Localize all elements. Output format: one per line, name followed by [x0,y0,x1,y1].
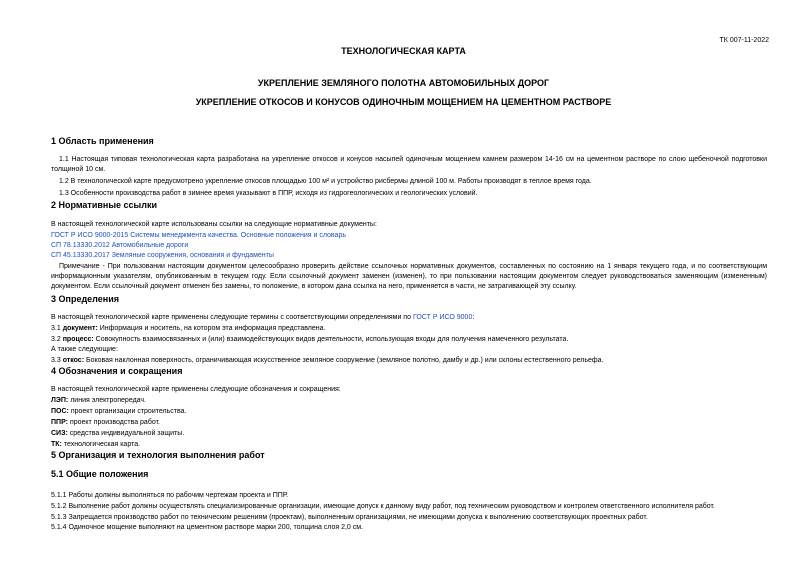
paragraph-1-1: 1.1 Настоящая типовая технологическая карта разработана на укрепление откосов и конусов насыпей одиночным мощением камнем размером 14-16 см на цементном растворе по слою щебеночной подготовки толщиной 10 см. [51,156,767,173]
definition-3-1-text: Информация и носитель, на котором эта информация представлена. [99,325,326,332]
references-note: Примечание - При пользовании настоящим документом целесообразно проверить действие ссылочных нормативных документов, составленных по состоянию на 1 января текущего года, и по соответствующим информационным указателям, опубликованным в текущем году. Если ссылочный документ заменен (изменен), то при пользовании настоящим документом следует руководствоваться заменяющим (измененным) документом. Если ссылочный документ отменен без замены, то положение, в котором дана ссылка на него, применяется в части, не затрагивающей эту ссылку. [51,263,767,290]
general-provision-item: 5.1.3 Запрещается производство работ по техническим решениям (проектам), выполненным организациями, не имеющими допуска к выполнению соответствующих проектных работ. [51,514,648,521]
references-intro: В настоящей технологической карте использованы ссылки на следующие нормативные документы: [51,221,377,228]
abbreviation-item [51,429,767,439]
abbreviation-text: проект производства работ. [69,419,160,426]
definition-3-3 [51,356,767,366]
section-1-heading: 1 Область применения [51,136,154,146]
definitions-also: А также следующие: [51,346,118,353]
subtitle-2: УКРЕПЛЕНИЕ ОТКОСОВ И КОНУСОВ ОДИНОЧНЫМ МОЩЕНИЕМ НА ЦЕМЕНТНОМ РАСТВОРЕ [195,97,612,107]
abbreviation-text: линия электропередач. [70,397,146,404]
definition-3-3-number: 3.3 [51,357,61,364]
general-provision-item: 5.1.4 Одиночное мощение выполняют на цементном растворе марки 200, толщина слоя 2,0 см. [51,524,364,531]
abbreviation-term: ППР: [51,419,68,426]
abbreviation-text: проект организации строительства. [70,408,187,415]
section-3-heading: 3 Определения [51,294,119,304]
definition-3-2-number: 3.2 [51,336,61,343]
document-title: ТЕХНОЛОГИЧЕСКАЯ КАРТА [341,46,466,56]
abbreviation-item [51,440,767,450]
section-5-1-heading: 5.1 Общие положения [51,469,149,479]
abbreviation-term: ПОС: [51,408,69,415]
section-4-heading: 4 Обозначения и сокращения [51,366,183,376]
definition-3-1-term: документ: [62,325,98,332]
paragraph-1-2: 1.2 В технологической карте предусмотрено укрепление откосов площадью 100 м² и устройство рисбермы длиной 100 м. Работы производят в теплое время года. [59,178,592,185]
abbreviation-item [51,407,767,417]
definition-3-1-number: 3.1 [51,325,61,332]
definitions-intro [51,313,767,323]
reference-link-gost[interactable]: ГОСТ Р ИСО 9000-2015 Системы менеджмента качества. Основные положения и словарь [51,232,346,239]
abbreviation-text: средства индивидуальной защиты. [69,430,185,437]
gost-iso-link[interactable]: ГОСТ Р ИСО 9000 [412,314,473,321]
section-5-heading: 5 Организация и технология выполнения работ [51,450,265,460]
reference-link-sp45[interactable]: СП 45.13330.2017 Земляные сооружения, основания и фундаменты [51,252,274,259]
abbreviation-term: ТК: [51,441,62,448]
abbreviation-item [51,418,767,428]
abbreviation-term: СИЗ: [51,430,68,437]
abbreviation-item [51,396,767,406]
section-2-heading: 2 Нормативные ссылки [51,200,157,210]
definition-3-2-term: процесс: [62,336,94,343]
paragraph-1-3: 1.3 Особенности производства работ в зимнее время указывают в ППР, исходя из гидрогеологических и геологических условий. [59,190,478,197]
subtitle-1: УКРЕПЛЕНИЕ ЗЕМЛЯНОГО ПОЛОТНА АВТОМОБИЛЬНЫХ ДОРОГ [257,78,550,88]
definitions-intro-colon: : [472,314,475,321]
document-code: ТК 007-11-2022 [719,37,769,44]
general-provision-item: 5.1.2 Выполнение работ должны осуществлять специализированные организации, имеющие допуск к данному виду работ, под техническим руководством и контролем ответственного исполнителя работ. [51,503,715,510]
abbreviation-term: ЛЭП: [51,397,69,404]
abbreviations-intro: В настоящей технологической карте применены следующие обозначения и сокращения: [51,386,341,393]
definition-3-2-text: Совокупность взаимосвязанных и (или) взаимодействующих видов деятельности, использующая входы для получения намеченного результата. [95,336,569,343]
definitions-intro-text: В настоящей технологической карте применены следующие термины с соответствующими определениями по [51,314,411,321]
general-provision-item: 5.1.1 Работы должны выполняться по рабочим чертежам проекта и ППР. [51,492,289,499]
definition-3-1 [51,324,767,334]
definition-3-3-text: Боковая наклонная поверхность, ограничивающая искусственное земляное сооружение (земляное полотно, дамбу и др.) или склоны естественного рельефа. [86,357,604,364]
definition-3-2 [51,335,767,345]
abbreviation-text: технологическая карта. [63,441,141,448]
definition-3-3-term: откос: [62,357,85,364]
reference-link-sp78[interactable]: СП 78.13330.2012 Автомобильные дороги [51,242,189,249]
